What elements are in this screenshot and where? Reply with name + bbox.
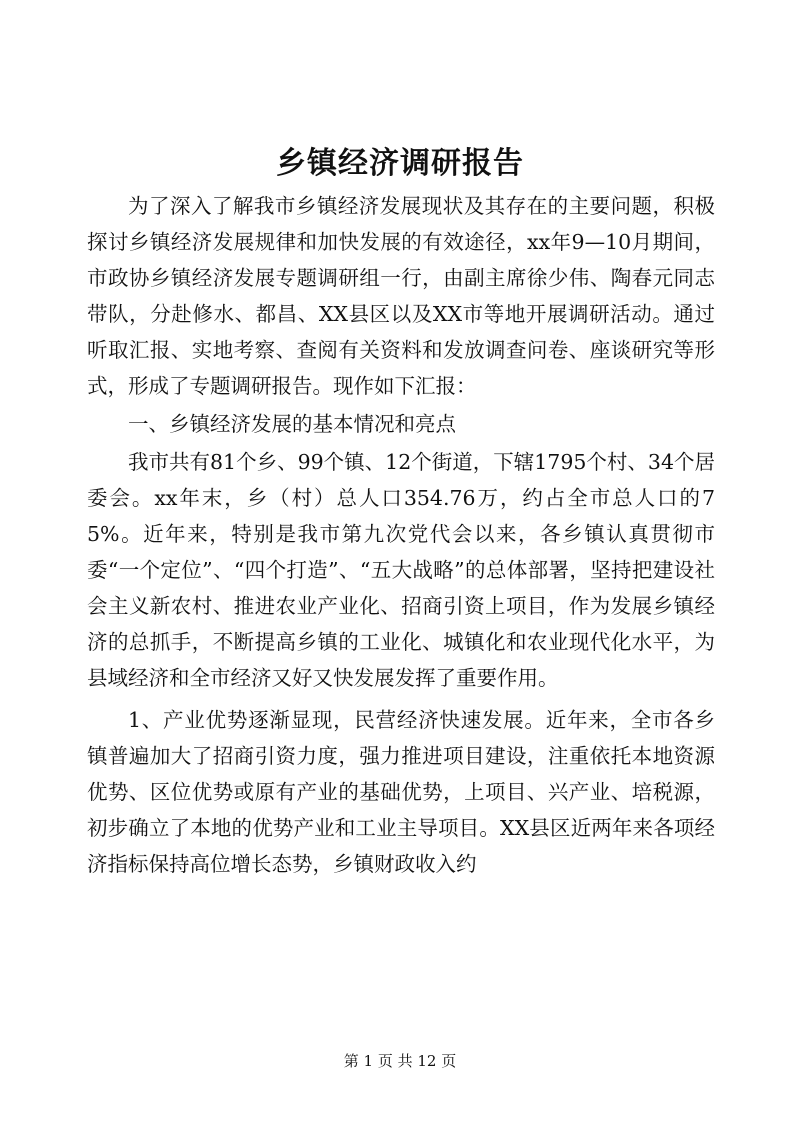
paragraph-intro: 为了深入了解我市乡镇经济发展现状及其存在的主要问题，积极探讨乡镇经济发展规律和加快发展的有效途径，xx年9—10月期间，市政协乡镇经济发展专题调研组一行，由副主席徐少伟、陶春元同志带队，分赴修水、都昌、XX县区以及XX市等地开展调研活动。通过听取汇报、实地考察、查阅有关资料和发放调查问卷、座谈研究等形式，形成了专题调研报告。现作如下汇报： xyxy=(87,194,715,398)
page-number: 第 1 页 共 12 页 xyxy=(343,1052,457,1070)
page-title: 乡镇经济调研报告 xyxy=(276,146,524,181)
document-body xyxy=(87,188,715,882)
paragraph-industry: 1、产业优势逐渐显现，民营经济快速发展。近年来，全市各乡镇普遍加大了招商引资力度，强力推进项目建设，注重依托本地资源优势、区位优势或原有产业的基础优势，上项目、兴产业、培税源，初步确立了本地的优势产业和工业主导项目。XX县区近两年来各项经济指标保持高位增长态势，乡镇财政收入约 xyxy=(87,708,715,876)
paragraph-basic-info: 我市共有81个乡、99个镇、12个街道，下辖1795个村、34个居委会。xx年末，乡（村）总人口354.76万，约占全市总人口的75%。近年来，特别是我市第九次党代会以来，各乡镇认真贯彻市委“一个定位”、“四个打造”、“五大战略”的总体部署，坚持把建设社会主义新农村、推进农业产业化、招商引资上项目，作为发展乡镇经济的总抓手，不断提高乡镇的工业化、城镇化和农业现代化水平，为县域经济和全市经济又好又快发展发挥了重要作用。 xyxy=(87,450,716,690)
section-heading: 一、乡镇经济发展的基本情况和亮点 xyxy=(128,412,456,436)
